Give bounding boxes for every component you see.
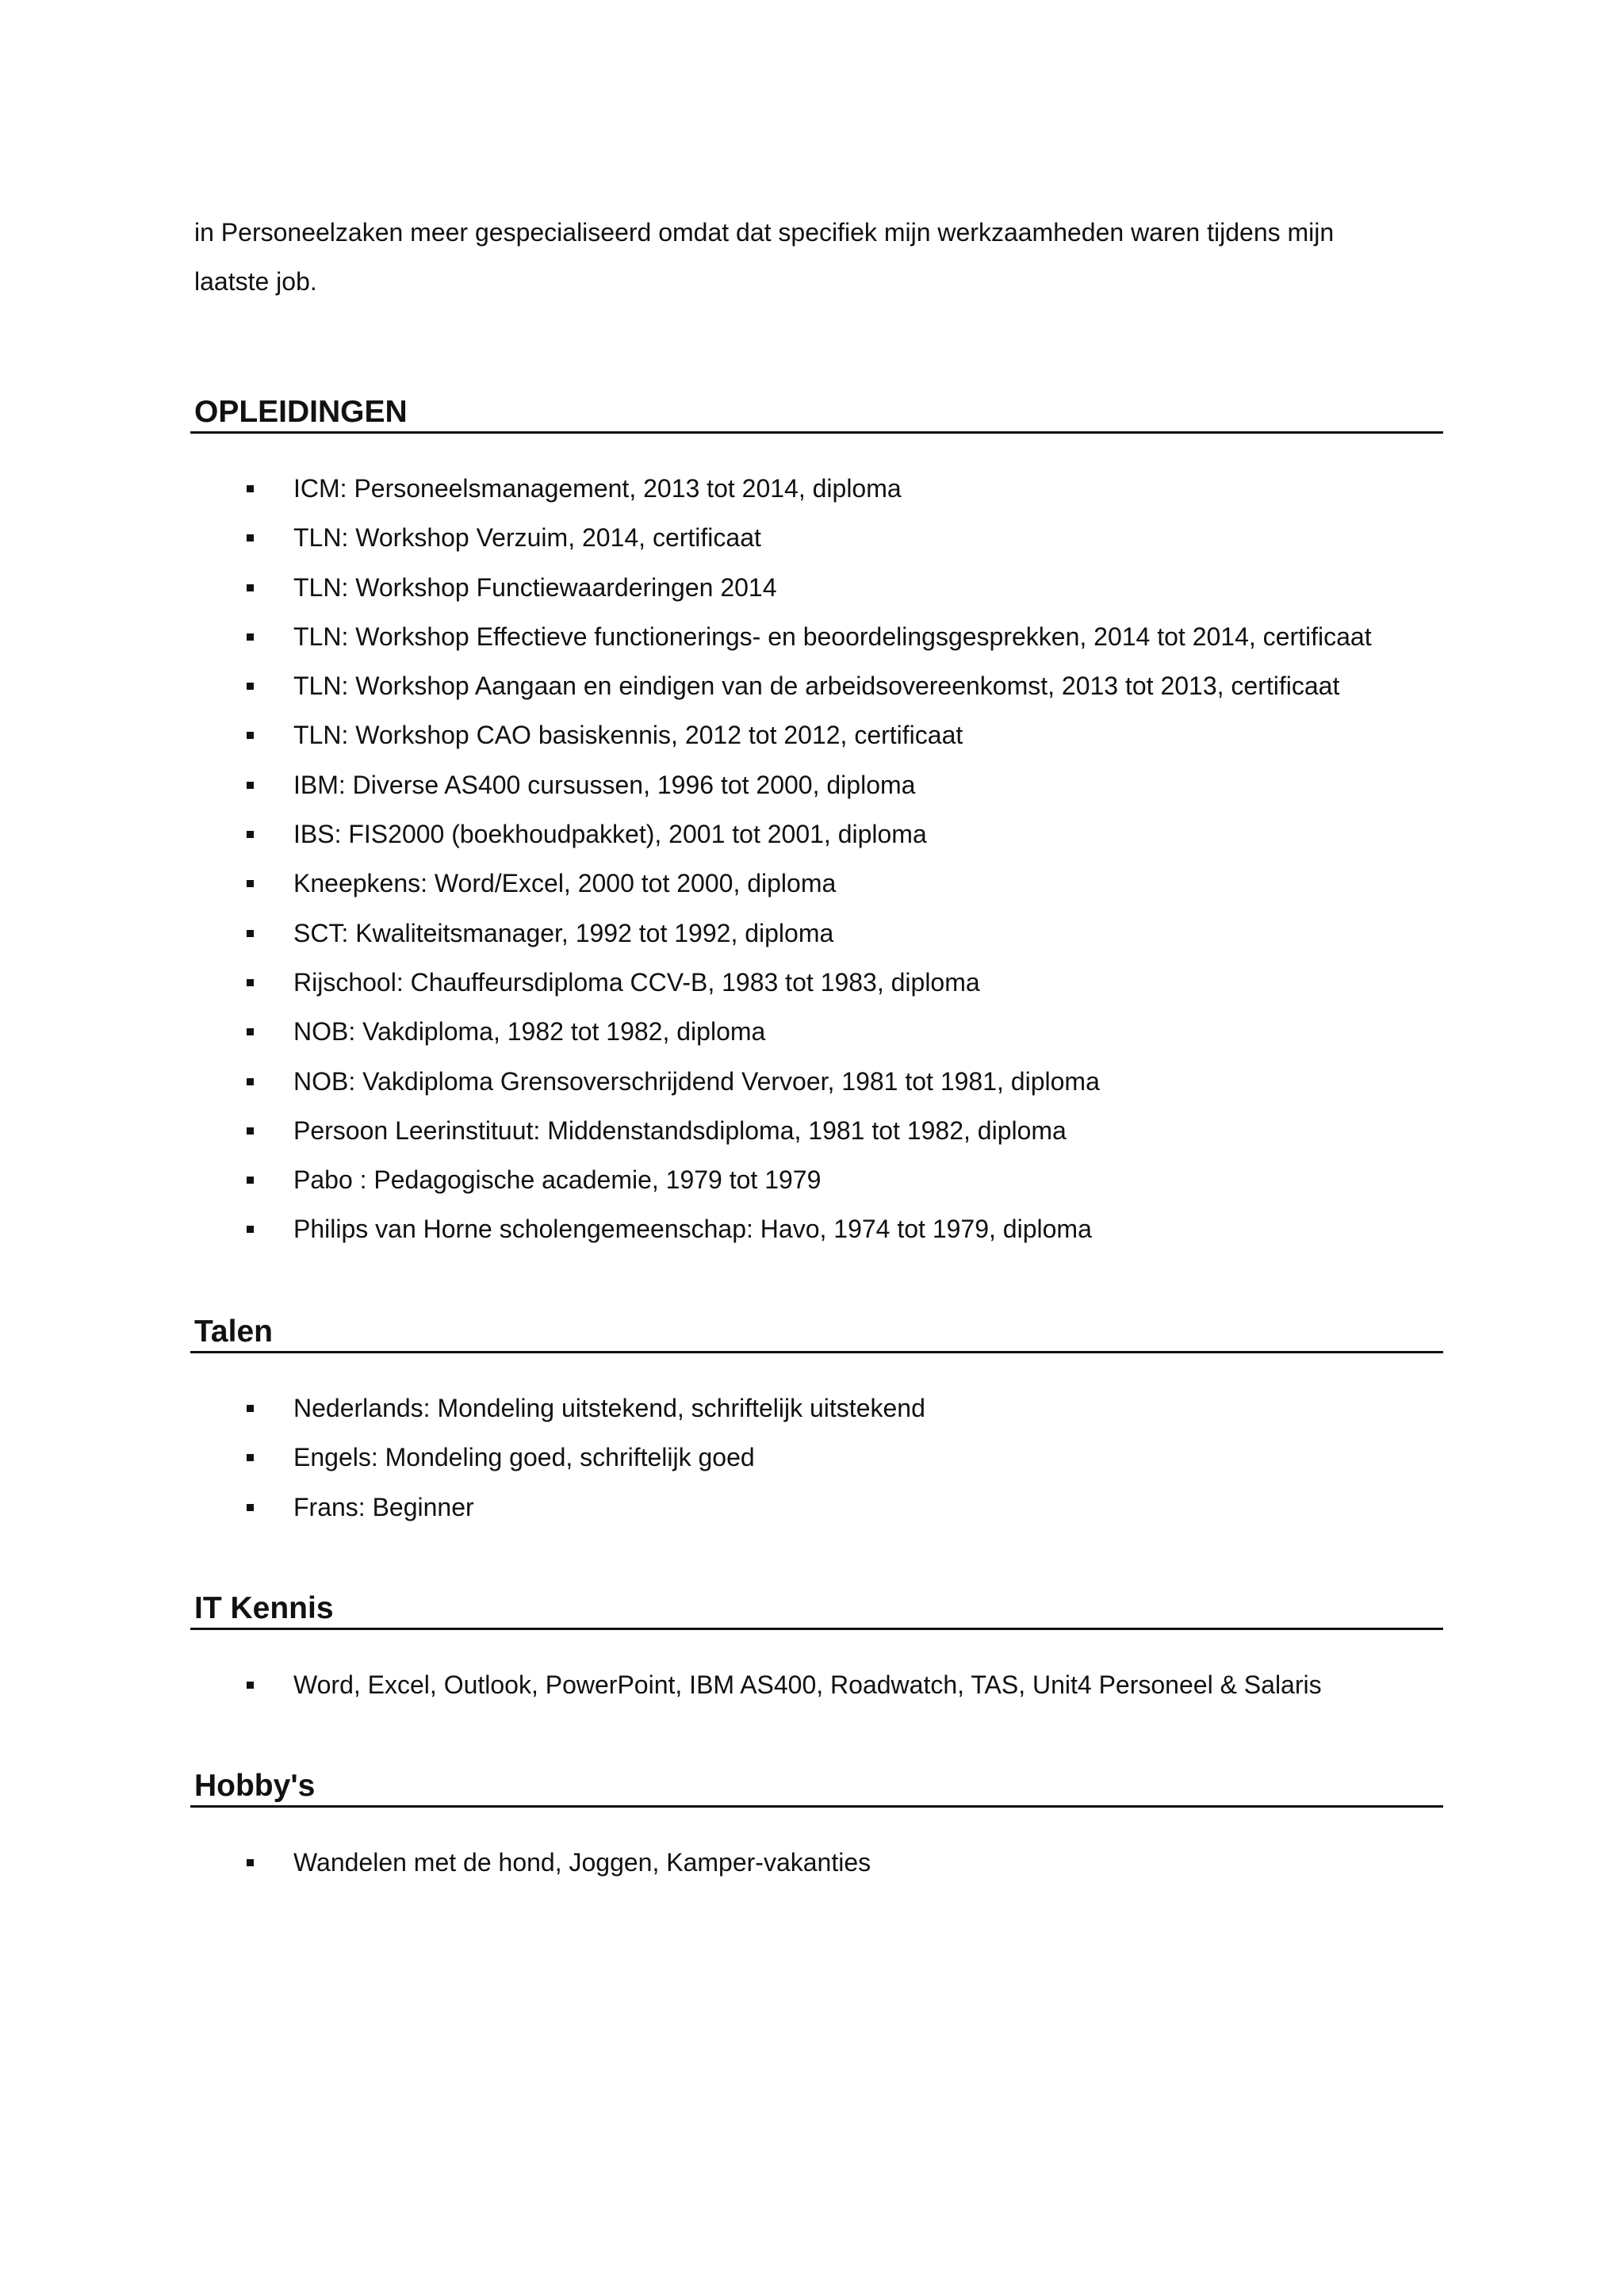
list-item-text: SCT: Kwaliteitsmanager, 1992 tot 1992, diploma [293, 918, 834, 947]
list-item [190, 1007, 1443, 1056]
list-item [190, 1383, 1443, 1433]
list-item [190, 1204, 1443, 1253]
square-bullet-icon [247, 831, 254, 838]
square-bullet-icon [247, 732, 254, 739]
section-list [190, 1838, 1443, 1887]
square-bullet-icon [247, 1177, 254, 1184]
list-item [190, 809, 1443, 859]
section-heading: OPLEIDINGEN [190, 393, 1443, 434]
square-bullet-icon [247, 1454, 254, 1461]
square-bullet-icon [247, 683, 254, 690]
square-bullet-icon [247, 880, 254, 887]
square-bullet-icon [247, 1078, 254, 1085]
section-list [190, 464, 1443, 1254]
list-item-text: Nederlands: Mondeling uitstekend, schriftelijk uitstekend [293, 1394, 925, 1422]
section-list [190, 1660, 1443, 1709]
list-item-text: Rijschool: Chauffeursdiploma CCV-B, 1983 tot 1983, diploma [293, 967, 980, 997]
list-item-text: ICM: Personeelsmanagement, 2013 tot 2014, diploma [293, 474, 902, 503]
square-bullet-icon [247, 1028, 254, 1035]
square-bullet-icon [247, 782, 254, 789]
intro-paragraph [194, 208, 1447, 306]
section-opleidingen [190, 393, 1443, 1244]
list-item [190, 859, 1443, 908]
list-item [190, 612, 1443, 661]
list-item [190, 661, 1443, 710]
list-item-text: NOB: Vakdiploma, 1982 tot 1982, diploma [293, 1017, 766, 1047]
list-item-text: IBM: Diverse AS400 cursussen, 1996 tot 2000, diploma [293, 770, 916, 799]
list-item [190, 1433, 1443, 1482]
list-item-text: TLN: Workshop Functiewaarderingen 2014 [293, 572, 777, 602]
list-item-text: TLN: Workshop Effectieve functionerings- en beoordelingsgesprekken, 2014 tot 2014, certificaat [293, 622, 1372, 651]
list-item-text: Kneepkens: Word/Excel, 2000 tot 2000, diploma [293, 869, 837, 898]
square-bullet-icon [247, 584, 254, 591]
list-item-text: Persoon Leerinstituut: Middenstandsdiploma, 1981 tot 1982, diploma [293, 1115, 1067, 1145]
list-item-text: Word, Excel, Outlook, PowerPoint, IBM AS400, Roadwatch, TAS, Unit4 Personeel & Salaris [293, 1670, 1322, 1699]
list-item [190, 1106, 1443, 1155]
list-item [190, 958, 1443, 1007]
square-bullet-icon [247, 1504, 254, 1511]
list-item [190, 464, 1443, 513]
square-bullet-icon [247, 534, 254, 541]
list-item-text: Frans: Beginner [293, 1492, 474, 1521]
square-bullet-icon [247, 1226, 254, 1233]
list-item-text: NOB: Vakdiploma Grensoverschrijdend Vervoer, 1981 tot 1981, diploma [293, 1066, 1100, 1096]
list-item [190, 563, 1443, 612]
list-item-text: Wandelen met de hond, Joggen, Kamper-vakanties [293, 1848, 871, 1877]
section-heading: Talen [190, 1313, 1443, 1353]
list-item-text: Pabo : Pedagogische academie, 1979 tot 1979 [293, 1165, 822, 1195]
list-item [190, 1483, 1443, 1532]
square-bullet-icon [247, 485, 254, 492]
list-item [190, 1155, 1443, 1204]
section-heading: IT Kennis [190, 1590, 1443, 1630]
square-bullet-icon [247, 979, 254, 986]
intro-line: in Personeelzaken meer gespecialiseerd omdat dat specifiek mijn werkzaamheden waren tijdens mijn [194, 218, 1335, 247]
list-item [190, 513, 1443, 562]
section-heading: Hobby's [190, 1767, 1443, 1808]
list-item-text: TLN: Workshop Verzuim, 2014, certificaat [293, 523, 761, 553]
list-item [190, 1660, 1443, 1709]
list-item [190, 909, 1443, 958]
section-it-kennis [190, 1590, 1443, 1699]
list-item-text: Philips van Horne scholengemeenschap: Havo, 1974 tot 1979, diploma [293, 1215, 1092, 1244]
list-item-text: TLN: Workshop CAO basiskennis, 2012 tot 2012, certificaat [293, 721, 963, 750]
list-item [190, 1057, 1443, 1106]
square-bullet-icon [247, 1682, 254, 1689]
square-bullet-icon [247, 1127, 254, 1135]
section-hobbys [190, 1767, 1443, 1877]
square-bullet-icon [247, 1405, 254, 1412]
list-item [190, 1838, 1443, 1887]
square-bullet-icon [247, 633, 254, 641]
intro-line: laatste job. [194, 267, 317, 296]
list-item-text: Engels: Mondeling goed, schriftelijk goed [293, 1443, 755, 1472]
square-bullet-icon [247, 1859, 254, 1866]
section-talen [190, 1313, 1443, 1521]
list-item-text: TLN: Workshop Aangaan en eindigen van de arbeidsovereenkomst, 2013 tot 2013, certificaat [293, 672, 1340, 701]
list-item [190, 760, 1443, 809]
section-list [190, 1383, 1443, 1532]
list-item-text: IBS: FIS2000 (boekhoudpakket), 2001 tot 2001, diploma [293, 820, 927, 849]
list-item [190, 710, 1443, 760]
square-bullet-icon [247, 930, 254, 937]
